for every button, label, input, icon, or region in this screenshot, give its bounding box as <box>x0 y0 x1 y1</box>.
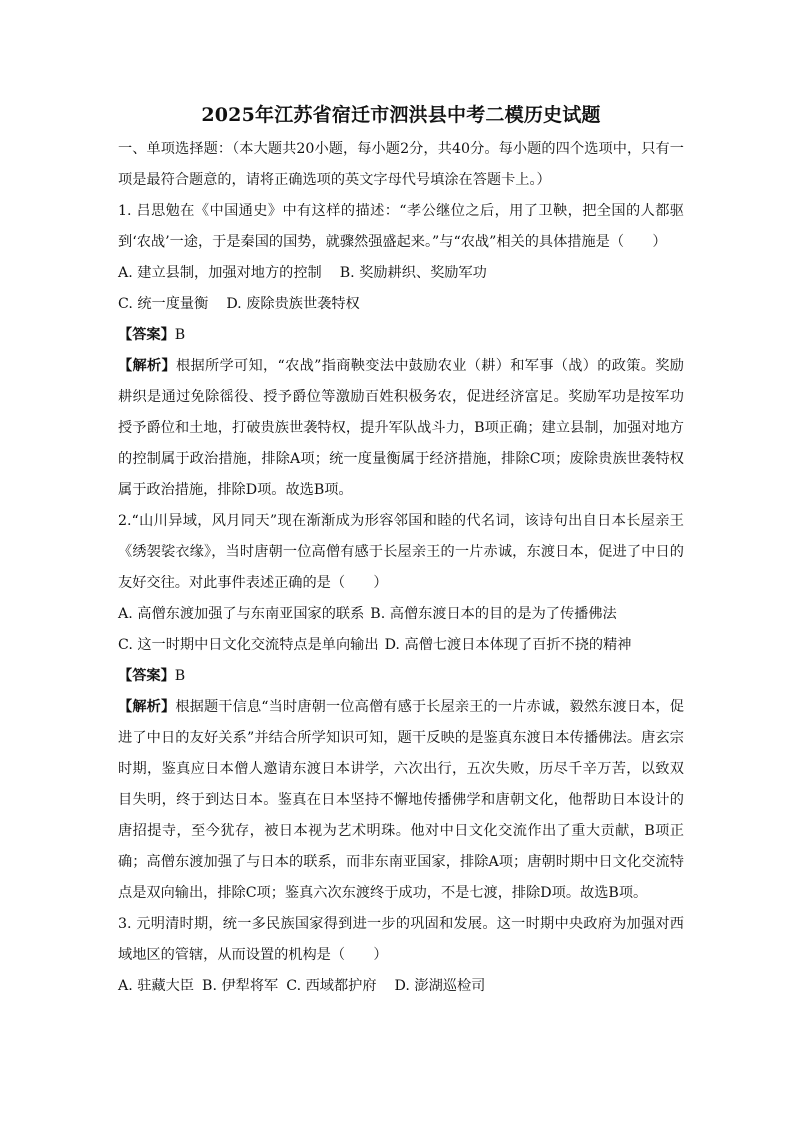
question-3-options-row-1 <box>118 971 684 1002</box>
question-1-answer <box>118 320 684 351</box>
question-1-analysis <box>118 351 684 506</box>
question-2-stem: 2.“山川异域，风月同天”现在渐渐成为形容邻国和睦的代名词，该诗句出自日本长屋亲王《绣袈裟衣缘》，当时唐朝一位高僧有感于长屋亲王的一片赤诚，东渡日本，促进了中日的友好交往。对此事件表述正确的是（ ） <box>118 513 684 591</box>
question-1-option-c: C. 统一度量衡 <box>118 296 209 312</box>
question-3-option-b: B. 伊犁将军 <box>202 978 279 994</box>
answer-tag: 【答案】 <box>118 668 175 684</box>
question-1-option-b: B. 奖励耕织、奖励军功 <box>339 265 487 281</box>
question-2-answer <box>118 661 684 692</box>
question-3-option-a: A. 驻藏大臣 <box>118 978 195 994</box>
question-2-option-a: A. 高僧东渡加强了与东南亚国家的联系 <box>118 606 365 622</box>
section-intro: 一、单项选择题：（本大题共20小题，每小题2分，共40分。每小题的四个选项中，只有一项是最符合题意的，请将正确选项的英文字母代号填涂在答题卡上。） <box>118 141 684 188</box>
question-2-analysis <box>118 692 684 909</box>
question-3-option-c: C. 西域都护府 <box>286 978 377 994</box>
question-2-option-d: D. 高僧七渡日本体现了百折不挠的精神 <box>384 637 632 653</box>
page-title: 2025年江苏省宿迁市泗洪县中考二模历史试题 <box>201 104 601 126</box>
question-3-stem: 3. 元明清时期，统一多民族国家得到进一步的巩固和发展。这一时期中央政府为加强对西域地区的管辖，从而设置的机构是（ ） <box>118 916 684 963</box>
exam-page <box>118 102 684 1002</box>
analysis-tag: 【解析】 <box>118 358 177 374</box>
question-2-option-b: B. 高僧东渡日本的目的是为了传播佛法 <box>370 606 617 622</box>
analysis-text: 根据题干信息“当时唐朝一位高僧有感于长屋亲王的一片赤诚，毅然东渡日本，促进了中日的友好关系”并结合所学知识可知，题干反映的是鉴真东渡日本传播佛法。唐玄宗时期，鉴真应日本僧人邀请东渡日本讲学，六次出行，五次失败，历尽千辛万苦，以致双目失明，终于到达日本。鉴真在日本坚持不懈地传播佛学和唐朝文化，他帮助日本设计的唐招提寺，至今犹存，被日本视为艺术明珠。他对中日文化交流作出了重大贡献，B项正确；高僧东渡加强了与日本的联系，而非东南亚国家，排除A项；唐朝时期中日文化交流特点是双向输出，排除C项；鉴真六次东渡终于成功，不是七渡，排除D项。故选B项。 <box>118 699 684 901</box>
answer-value: B <box>174 327 186 343</box>
question-1-stem: 1. 吕思勉在《中国通史》中有这样的描述：“孝公继位之后，用了卫鞅，把全国的人都驱到‘农战’一途，于是秦国的国势，就骤然强盛起来。”与“农战”相关的具体措施是（ ） <box>118 203 684 250</box>
question-1-option-d: D. 废除贵族世袭特权 <box>226 296 360 312</box>
analysis-text: 根据所学可知，“农战”指商鞅变法中鼓励农业（耕）和军事（战）的政策。奖励耕织是通过免除徭役、授予爵位等激励百姓积极务农，促进经济富足。奖励军功是按军功授予爵位和土地，打破贵族世袭特权，提升军队战斗力，B项正确；建立县制，加强对地方的控制属于政治措施，排除A项；统一度量衡属于经济措施，排除C项；废除贵族世袭特权属于政治措施，排除D项。故选B项。 <box>118 358 684 498</box>
question-1-option-a: A. 建立县制，加强对地方的控制 <box>118 265 322 281</box>
question-2-option-c: C. 这一时期中日文化交流特点是单向输出 <box>118 637 379 653</box>
question-1-options-row-2 <box>118 289 684 320</box>
question-3-option-d: D. 澎湖巡检司 <box>394 978 486 994</box>
analysis-tag: 【解析】 <box>118 699 176 715</box>
answer-tag: 【答案】 <box>118 327 175 343</box>
question-1-options-row-1 <box>118 258 684 289</box>
question-2-options-row-1 <box>118 599 684 630</box>
question-2-options-row-2 <box>118 630 684 661</box>
answer-value: B <box>174 668 186 684</box>
